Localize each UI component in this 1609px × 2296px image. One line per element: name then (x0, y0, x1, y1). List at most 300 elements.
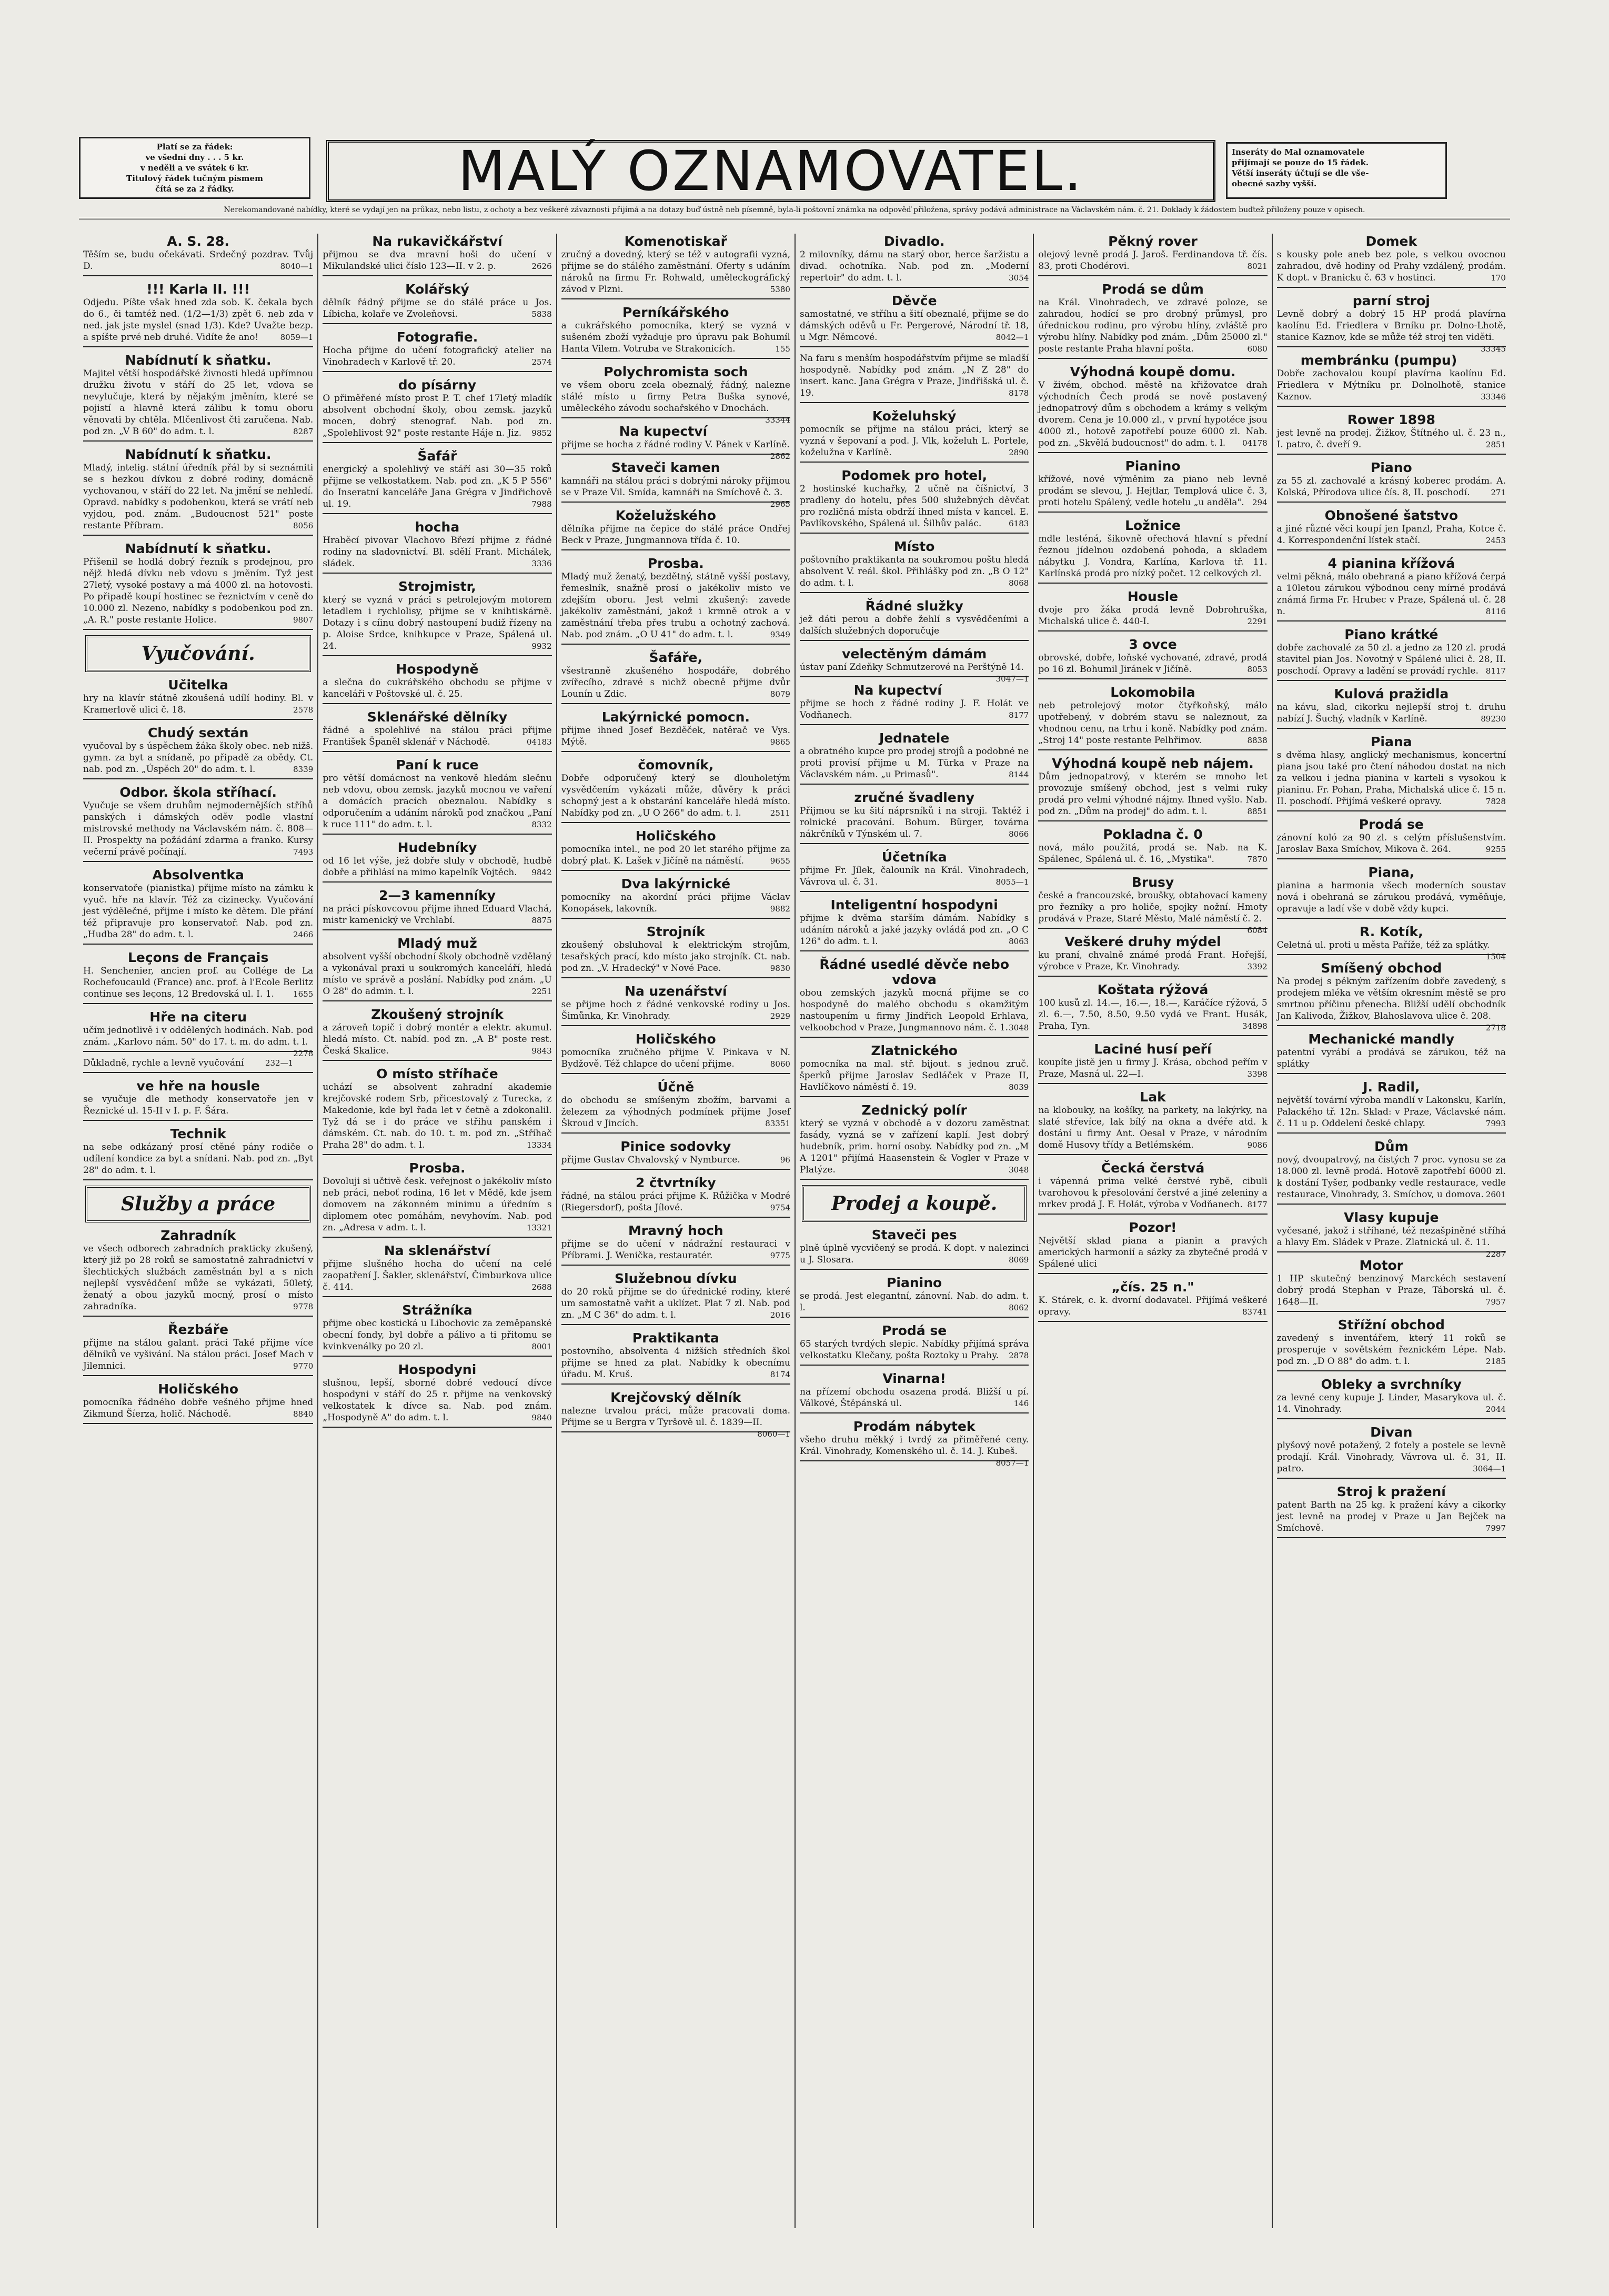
ad-body (323, 1377, 551, 1423)
rates-line: ve všední dny . . . 5 kr. (145, 153, 244, 162)
ad-title: Pianino (1125, 458, 1181, 474)
ad-body (1277, 701, 1506, 725)
ad-title: zručné švadleny (854, 790, 974, 805)
ad-number: 6183 (1009, 519, 1029, 528)
ad-number: 8059—1 (280, 333, 314, 342)
ad-text: a slečna do cukrářského obchodu se přijme v kanceláři v Poštovské ul. č. 25. (323, 677, 552, 699)
classified-ad (323, 329, 551, 372)
ad-body (1277, 249, 1506, 284)
ad-divider (1038, 678, 1267, 679)
ad-text: Levně dobrý a dobrý 15 HP prodá plavírna kaolínu Ed. Friedlera v Brníku pr. Dolno-Lhotě, stanice Kaznov, kde se může též stroj ten viděti. (1276, 309, 1506, 343)
ad-text: Těším se, budu očekávati. Srdečný pozdrav. Tvůj D. (83, 249, 314, 272)
ad-text: i vápenná prima velké čerstvé rybě, cibuli tvarohovou k přesolování čerstvé a jiné zeleniny a mrkev prodá J. F. Holát, výroba v Vodňanech. (1038, 1176, 1268, 1210)
classified-ad (323, 1243, 551, 1297)
classified-ad (1277, 1258, 1506, 1312)
ad-divider (1277, 680, 1506, 681)
ad-number: 2862 (770, 452, 790, 461)
ad-divider (561, 298, 790, 299)
classified-ad (1038, 685, 1267, 750)
section-heading: Prodej a koupě. (802, 1185, 1027, 1222)
ad-text: Důkladně, rychle a levně vyučování (83, 1058, 244, 1068)
ad-text: přijme Gustav Chvalovský v Nymburce. (561, 1155, 740, 1165)
ad-text: Mladý muž ženatý, bezdětný, státně vyšší postavy, řemeslník, snažně prosí o jakékoliv místo ve zdejším oboru. Jest velmi zkušený: zavede jakékoliv zaměstnání, jakož i krmně otrok a v zaměstnání třeba přes trubu a ochotný zachová. Nab. pod znám. „O U 41" do adm. t. l. (561, 572, 790, 640)
classified-ad (1277, 353, 1506, 407)
ad-title: Fotografie. (396, 329, 478, 345)
ad-divider (323, 323, 551, 324)
ad-divider (800, 891, 1029, 892)
ad-text: ve všem oboru zcela obeznalý, řádný, nalezne stálé místo u firmy Petra Buška synové, uměleckého závodu sochařského v Dnochách. (561, 380, 790, 414)
rules-line: obecné sazby vyšší. (1232, 179, 1317, 188)
classified-ad (561, 1079, 790, 1134)
ad-body (83, 462, 313, 532)
classified-ad (323, 377, 551, 443)
ad-body (1277, 642, 1506, 677)
ad-title: Piana (1371, 734, 1412, 749)
ad-body (1276, 1225, 1506, 1259)
ad-number: 2044 (1485, 1405, 1506, 1414)
ad-title: Paní k ruce (396, 757, 479, 773)
classified-ad (800, 1419, 1029, 1468)
ad-title: Leçons de Français (127, 950, 269, 965)
ad-divider (1277, 549, 1506, 550)
ad-title: Mechanické mandly (1308, 1031, 1455, 1047)
ad-number: 8057—1 (995, 1458, 1029, 1468)
ad-text: pomocníka zručného přijme V. Pinkava v N. Bydžově. Též chlapce do učení přijme. (561, 1047, 790, 1069)
classified-ad (561, 460, 790, 509)
classified-ad (800, 598, 1029, 641)
ad-title: Jednatele (879, 730, 950, 746)
ad-title: parní stroj (1352, 293, 1430, 308)
classified-ad (323, 282, 551, 324)
ad-body (561, 1154, 790, 1166)
ad-text: na přízemí obchodu osazena prodá. Bližší u pí. Válkové, Štěpánská ul. (800, 1387, 1029, 1409)
ad-body (83, 1094, 313, 1117)
ad-divider (323, 442, 551, 443)
ad-divider (1277, 1478, 1506, 1479)
ad-text: nová, málo použitá, prodá se. Nab. na K. Spálenec, Spálená ul. č. 16, „Mystika". (1038, 843, 1268, 865)
ad-divider (561, 1073, 790, 1074)
ad-number: 8055—1 (995, 877, 1029, 887)
ad-text: zkoušený obsluhoval k elektrickým strojům, tesařských prací, kdo místo jako strojník. Ct. nab. pod zn. „V. Hradecký" v Nové Pace. (561, 940, 790, 974)
classified-ad (561, 1390, 790, 1439)
ad-body (83, 1025, 314, 1058)
classified-ad (323, 519, 551, 574)
classified-ad (323, 579, 551, 656)
classified-ad (1277, 865, 1506, 919)
ad-text: Přišenil se hodlá dobrý řezník s prodejnou, pro nějž hledá dívku neb vdovu s jměním. Tyž jest 27letý, vysoké postavy a má 4000 zl. na hotovosti. Po připadě koupí hostinec se řeznictvím v ceně do 10.000 zl. Nezeno, nabídky s podobenkou pod zn. „A. R." poste restante Holice. (83, 557, 314, 625)
classified-ad (561, 305, 790, 359)
ad-divider (83, 861, 313, 862)
ad-text: který se vyzná v obchodě a v dozoru zaměstnat fasády, vyzná se v zařízení kaplí. Jest dobrý hudebník, prim. horní osoby. Nabídky pod zn. „M A 1201" přijímá Haasenstein & Vogler v Praze v Platýze. (800, 1118, 1029, 1175)
ad-number: 8001 (531, 1342, 552, 1351)
ad-title: Prodám nábytek (853, 1419, 976, 1434)
ad-divider (1038, 868, 1267, 869)
ad-title: Pianino (887, 1275, 942, 1290)
ad-body (83, 965, 313, 1000)
ad-body (800, 987, 1029, 1034)
ad-number: 9840 (531, 1413, 552, 1422)
ad-title: Prosba. (647, 556, 704, 571)
ad-text: pianina a harmonia všech moderních soustav nová i obehraná se zárukou prodává, vyměňuje, opravuje a ladí vše v době vždy kupci. (1276, 880, 1506, 914)
ad-text: a zároveň topič i dobrý montér a elektr. akumul. hledá místo. Ct. nabíd. pod zn. „A B" poste rest. Česká Skalice. (323, 1022, 552, 1056)
ad-divider (1277, 858, 1506, 859)
ad-text: do obchodu se smíšeným zbožím, barvami a železem za výhodných podmínek přijme Josef Škroud v Jincích. (561, 1095, 790, 1129)
ad-divider (800, 1037, 1029, 1038)
ad-title: Koštata rýžová (1097, 982, 1209, 997)
ad-body (800, 614, 1029, 637)
ad-body (83, 1243, 313, 1312)
ad-text: dělníka přijme na čepice do stálé práce Ondřej Beck v Praze, Jungmannova třída č. 10. (561, 524, 790, 546)
ad-title: do písárny (398, 377, 477, 393)
ad-text: vyučoval by s úspěchem žáka školy obec. neb nižš. gymn. za byt a snídaně, po připadě za obědy. Ct. nab. pod zn. „Úspěch 20" do adm. t. l. (83, 741, 314, 775)
ad-number: 2890 (1009, 448, 1029, 457)
ad-body (83, 1141, 313, 1176)
ad-text: plně úplně vycvičený se prodá. K dopt. v nalezinci u J. Slosara. (800, 1243, 1029, 1265)
ad-title: Kulová pražidla (1334, 686, 1449, 701)
ad-text: za 55 zl. zachovalé a krásný koberec prodám. A. Kolská, Přírodova ulice čís. 8, II. poschodí. (1276, 476, 1506, 498)
ad-text: pro větší domácnost na venkově hledám slečnu neb vdovu, obou zemsk. jazyků mocnou ve vaření a domácích pracích obeznalou. Nabídky s odporučením a udáním nároků pod značkou „Paní k ruce 111" do adm. t. l. (323, 773, 552, 830)
ad-body (800, 1118, 1029, 1176)
section-title: MALÝ OZNAMOVATEL. (326, 140, 1215, 202)
classified-ad (800, 293, 1029, 347)
classified-ad (800, 1227, 1029, 1270)
classified-ad (1038, 364, 1267, 453)
ad-number: 8144 (1009, 770, 1029, 779)
ad-body (323, 1022, 551, 1057)
ad-title: Technik (170, 1126, 226, 1141)
classified-ad (561, 1139, 790, 1170)
ad-number: 2601 (1485, 1190, 1506, 1199)
classified-ad (1276, 293, 1506, 354)
ad-divider (1038, 630, 1267, 631)
ad-divider (1038, 820, 1267, 821)
ad-title: Holičského (635, 1031, 716, 1047)
ad-text: přijmou se dva mravní hoši do učení v Mikulandské ulici číslo 123—II. v 2. p. (323, 249, 552, 272)
ad-columns (79, 234, 1510, 2233)
ad-text: všeho druhu měkký i tvrdý za přiměřené ceny. Král. Vinohrady, Komenského ul. č. 14. J. Kubeš. (800, 1435, 1029, 1457)
ad-number: 8060—1 (757, 1429, 790, 1439)
classified-ad (83, 447, 313, 536)
ad-body (1277, 1154, 1506, 1200)
ad-number: 1655 (293, 989, 314, 999)
classified-ad (800, 1102, 1029, 1180)
ad-text: přijme slušného hocha do učení na celé zaopatření J. Šakler, sklenářství, Čimburkova ulice č. 414. (323, 1259, 552, 1292)
ad-body (1277, 571, 1506, 617)
ad-body (83, 368, 313, 437)
ad-body (800, 1242, 1029, 1266)
ad-divider (83, 275, 313, 276)
ad-title: Řádné usedlé děvče nebo vdova (819, 957, 1009, 987)
ad-number: 6084 (1247, 926, 1268, 935)
ad-number: 8042—1 (995, 333, 1029, 342)
ad-divider (323, 1060, 551, 1061)
ad-divider (83, 440, 313, 442)
ad-title: Vlasy kupuje (1344, 1210, 1439, 1225)
classified-ad (1277, 1139, 1506, 1205)
ad-divider (1038, 452, 1267, 453)
ad-text: se prodá. Jest elegantní, zánovní. Nab. do adm. t. l. (800, 1291, 1029, 1313)
ad-divider (83, 1375, 313, 1376)
ad-text: obrovské, dobře, loňské vychované, zdravé, prodá po 16 zl. Bohumil Jiránek v Jičíně. (1038, 653, 1268, 675)
ad-text: Dům jednopatrový, v kterém se mnoho let provozuje smíšený obchod, jest s velmi ruky prodá pro velmi výhodné nájmy. Ihned vyšlo. Nab. pod zn. „Dům na prodej" do adm. t. l. (1038, 771, 1268, 817)
ad-text: 2 hostinské kuchařky, 2 učně na číšnictví, 3 pradleny do hotelu, přes 500 služebných děvčat pro rozličná místa obdrží ihned místa v kancel. E. Pavlíkovského, Spálená ul. Šilhův palác. (800, 484, 1029, 529)
ad-number: 8851 (1247, 807, 1268, 816)
ad-title: Ložnice (1125, 518, 1181, 533)
ad-number: 2688 (531, 1282, 552, 1292)
ad-number: 2929 (770, 1011, 790, 1021)
ad-body (1277, 1440, 1506, 1475)
ad-divider (1277, 1251, 1506, 1252)
ad-divider (800, 592, 1029, 593)
ad-text: pomocníka intel., ne pod 20 let starého přijme za dobrý plat. K. Lašek v Jičíně na náměstí. (561, 844, 790, 866)
ad-title: Na kupectví (619, 424, 708, 439)
ad-body (561, 320, 790, 355)
ad-body (1038, 652, 1267, 675)
ad-body (323, 1318, 551, 1352)
ad-body (1038, 474, 1267, 508)
ad-text: přijme obec kostická u Libochovic za zeměpanské obecní fondy, byl dobře a pálivo a ti přitomu se kvinkvenálky po 20 zl. (323, 1318, 552, 1352)
ad-body (1038, 1176, 1267, 1210)
classified-ad (1277, 734, 1506, 811)
ad-number: 83741 (1242, 1307, 1268, 1317)
ad-number: 2251 (531, 987, 552, 996)
ad-body (323, 1081, 551, 1151)
ad-divider (323, 513, 551, 514)
ad-title: ve hře na housle (136, 1078, 260, 1094)
ad-body (561, 1095, 790, 1129)
ad-body (323, 464, 551, 510)
ad-divider (1277, 1073, 1506, 1074)
ad-title: Zednický polír (861, 1102, 967, 1118)
ad-text: olejový levně prodá J. Jaroš. Ferdinandova tř. čís. 83, proti Chodérovi. (1038, 249, 1268, 272)
ad-number: 9655 (770, 856, 790, 866)
ad-number: 8339 (293, 765, 314, 774)
ad-divider (800, 640, 1029, 641)
ad-body (323, 1176, 551, 1234)
classified-ad (1038, 234, 1267, 276)
ad-title: Holičského (158, 1381, 239, 1397)
classified-ad (323, 936, 551, 1001)
ad-title: Domek (1365, 234, 1417, 249)
ad-title: Podomek pro hotel, (841, 468, 988, 483)
ad-divider (800, 676, 1029, 677)
ad-number: 9255 (1485, 845, 1506, 854)
ad-divider (800, 724, 1029, 725)
ad-number: 146 (1013, 1399, 1029, 1408)
ad-text: největší tovární výroba mandlí v Lakonsku, Karlín, Palackého tř. 12n. Sklad: v Praze, Václavské nám. č. 11 u p. Oddelení české chlapy. (1276, 1095, 1506, 1129)
ad-body (1038, 700, 1267, 746)
ad-divider (1277, 620, 1506, 621)
ad-number: 3048 (1009, 1023, 1029, 1032)
ad-text: přijme ihned Josef Bezděček, natěrač ve Vys. Mýtě. (561, 725, 790, 747)
ad-divider (561, 751, 790, 752)
ad-title: Strážníka (402, 1302, 472, 1318)
classified-ad (1277, 1317, 1506, 1371)
ad-number: 96 (780, 1155, 790, 1165)
ad-divider (800, 402, 1029, 403)
rules-line: Větší inseráty účtují se dle vše- (1232, 168, 1369, 178)
ad-body (1276, 308, 1506, 354)
ad-text: V živém, obchod. městě na křižovatce drah východních Čech prodá se nově postavený jednopatrový dům s obchodem a krámy s velkým dvorem. Cena je 10.000 zl., v první hypotéce jsou 4000 zl., hotově zapotřebí pouze 6000 zl. Nab. pod zn. „Skvělá budoucnost" do adm. t. l. (1038, 380, 1268, 448)
ad-title: Stroj k pražení (1336, 1484, 1446, 1499)
ad-body (800, 865, 1029, 888)
ad-text: od 16 let výše, jež dobře sluly v obchodě, hudbě dobře a přihlásí na mimo kapelník Vojtěch. (323, 856, 552, 878)
classified-ad (800, 539, 1029, 593)
insertion-rules-box (1226, 142, 1447, 199)
ad-number: 7988 (531, 499, 552, 509)
ad-body (323, 594, 551, 652)
ad-body (561, 999, 790, 1022)
ad-number: 33345 (1481, 344, 1506, 354)
ad-divider (800, 1179, 1029, 1180)
classified-ad (1038, 1160, 1267, 1215)
ad-text: K. Stárek, c. k. dvorní dodavatel. Přijímá veškeré opravy. (1038, 1295, 1268, 1317)
ad-body (83, 1057, 313, 1069)
ad-divider (323, 1427, 551, 1428)
ad-body (323, 297, 551, 320)
classified-ad (800, 957, 1029, 1038)
ad-divider (1038, 1321, 1267, 1322)
ad-text: do 20 roků přijme se do úřednické rodiny, které um samostatně vařit a uklízet. Plat 7 zl. Nab. pod zn. „M C 36" do adm. t. l. (561, 1287, 790, 1320)
rates-line: v neděli a ve svátek 6 kr. (140, 163, 249, 173)
ad-title: Vinarna! (882, 1371, 946, 1386)
ad-number: 3064—1 (1473, 1464, 1506, 1473)
ad-number: 33344 (765, 415, 790, 425)
ad-body (561, 523, 790, 546)
ad-number: 8056 (293, 521, 314, 530)
classified-ad (83, 677, 313, 720)
ad-body (1038, 997, 1267, 1032)
ad-number: 232—1 (265, 1058, 294, 1068)
classified-ad (323, 1362, 551, 1428)
ad-title: Staveči pes (871, 1227, 957, 1242)
ad-text: přijme se do učení v nádražní restauraci v Příbrami. J. Wenička, restauratér. (561, 1239, 790, 1261)
ad-number: 3054 (1009, 273, 1029, 283)
ad-number: 9852 (531, 428, 552, 438)
ad-divider (1277, 954, 1506, 955)
ad-body (561, 844, 790, 867)
ad-title: Komenotiskař (624, 234, 727, 249)
ad-number: 9807 (293, 615, 314, 625)
ad-body (323, 1258, 551, 1293)
rules-line: přijímají se pouze do 15 řádek. (1232, 158, 1369, 167)
ad-title: Místo (893, 539, 935, 554)
ad-title: Prodá se dům (1102, 282, 1204, 297)
classified-ad (83, 725, 313, 779)
ad-number: 170 (1491, 273, 1506, 283)
ad-divider (1277, 728, 1506, 729)
ad-body (561, 891, 790, 915)
ad-body (561, 665, 790, 700)
ad-title: Nabídnutí k sňatku. (125, 447, 271, 462)
classified-ad (1038, 637, 1267, 679)
classified-ad (83, 867, 313, 945)
ad-divider (800, 1096, 1029, 1097)
ad-text: hry na klavír státně zkoušená udílí hodiny. Bl. v Kramerlově ulici č. 18. (83, 693, 314, 715)
ad-body (323, 249, 551, 272)
ad-text: Přijmou se ku šití náprsníků i na stroji. Taktéž i rolnické pracování. Bohum. Bürger, továrna nákrčníků v Týnském ul. 7. (800, 806, 1029, 839)
ad-text: Odjedu. Píšte však hned zda sob. K. čekala bych do 6., či tamtéž ned. (1/2—1/3) zpět 6. neb zda v ned. jak jste myslel (snad 1/3). Kde? Uvažte bezp. a spíšte prvé neb druhé. Vidíte že ano! (83, 297, 314, 343)
ad-body (83, 1337, 313, 1372)
ad-divider (83, 1072, 313, 1073)
ad-number: 5838 (531, 309, 552, 319)
ad-title: Výhodná koupě domu. (1070, 364, 1236, 379)
ad-text: pomocník se přijme na stálou práci, který se vyzná v šepovaní a pod. J. Vlk, koželuh L. Portele, koželužna v Karlíně. (800, 424, 1029, 458)
ad-body (800, 698, 1029, 721)
ad-text: postovního, absolventa 4 nižších středních škol přijme se hned za plat. Nabídky k obecnímu úřadu. M. Kruš. (561, 1346, 790, 1380)
ad-text: na práci pískovcovou přijme ihned Eduard Vlachá, mistr kamenický ve Vrchlabí. (323, 904, 552, 926)
ad-number: 8063 (1009, 937, 1029, 946)
ad-title: Mravný hoch (628, 1223, 723, 1238)
classified-ad (1038, 589, 1267, 631)
ad-text: samostatné, ve stříhu a šití obeznalé, přijme se do dámských oděvů u Fr. Pergerové, Národní tř. 18, u Mgr. Němcové. (800, 309, 1029, 343)
ad-divider (1277, 1204, 1506, 1205)
ad-number: 2578 (293, 705, 314, 715)
ad-body (1038, 771, 1267, 817)
ad-body (1038, 1105, 1267, 1151)
ad-title: čomovník, (638, 757, 714, 773)
ad-number: 13334 (526, 1140, 552, 1150)
ad-divider (83, 535, 313, 536)
ad-text: a obratného kupce pro prodej strojů a podobné ne proti provisí přijme u M. Türka v Praze na Václavském nám. „u Primasů". (800, 746, 1029, 780)
ad-title: Pozor! (1129, 1220, 1177, 1235)
ad-text: jež dáti perou a dobře žehlí s vysvědčeními a dalších služebných doporučuje (800, 614, 1029, 636)
classified-ad (1038, 827, 1267, 869)
ad-title: Krejčovský dělník (610, 1390, 741, 1405)
ad-text: zánovní koló za 90 zl. s celým příslušenstvím. Jaroslav Baxa Smíchov, Mikova č. 264. (1276, 833, 1506, 855)
ad-text: dobře zachovalé za 50 zl. a jedno za 120 zl. prodá stavitel pian Jos. Novotný v Spálené ulici č. 28, II. poschodí. Opravy a ladění se provádí rychle. (1276, 643, 1506, 676)
ad-number: 3392 (1247, 962, 1268, 971)
classified-ad (1038, 458, 1267, 513)
ad-title: !!! Karla II. !!! (146, 282, 250, 297)
classified-ad (561, 984, 790, 1026)
ad-number: 8040—1 (280, 262, 314, 271)
ad-title: velectěným dámám (842, 646, 987, 661)
ad-title: membránku (pumpu) (1300, 353, 1457, 368)
ad-divider (561, 977, 790, 978)
ad-title: Zahradník (160, 1228, 236, 1243)
ad-body (1277, 880, 1506, 915)
ad-title: Housle (1127, 589, 1179, 604)
ad-text: a jiné různé věci koupí jen Ipanzl, Praha, Kotce č. 4. Korrespondenční lístek stačí. (1276, 524, 1506, 546)
ad-divider (1277, 1025, 1506, 1026)
classified-ad (323, 1302, 551, 1357)
ad-title: Rower 1898 (1347, 412, 1435, 427)
classified-ad (561, 508, 790, 550)
ad-body (800, 805, 1029, 840)
ad-text: O přiměřené místo prost P. T. chef 17letý mladík absolvent obchodní školy, obou zemsk. jazyků mocen, dobrý stenograf. Nab. pod zn. „Spolehlivost 92" poste restante Háje n. Jiz. (323, 393, 552, 438)
ad-number: 9830 (770, 964, 790, 973)
ad-column (556, 234, 795, 2228)
rates-line: čítá se za 2 řádky. (155, 184, 234, 194)
ad-number: 9349 (770, 630, 790, 639)
ad-divider (323, 573, 551, 574)
ad-text: zručný a dovedný, který se též v autografii vyzná, přijme se do stálého zaměstnání. Oferty s udáním nároků na firmu Fr. Rohwald, uměleckográfický závod v Plzni. (561, 249, 790, 295)
classified-ad (1038, 1220, 1267, 1274)
ad-divider (1038, 512, 1267, 513)
ad-number: 8116 (1485, 607, 1506, 616)
classified-ad (1276, 1210, 1506, 1259)
ad-number: 8174 (770, 1370, 790, 1379)
ad-number: 9843 (531, 1046, 552, 1056)
ad-body (323, 951, 551, 997)
ad-title: Prodá se (882, 1323, 947, 1338)
newspaper-page (79, 121, 1510, 2237)
ad-divider (323, 1356, 551, 1357)
ad-number: 34898 (1242, 1021, 1268, 1031)
ad-title: Absolventka (152, 867, 244, 883)
ad-divider (1038, 976, 1267, 977)
